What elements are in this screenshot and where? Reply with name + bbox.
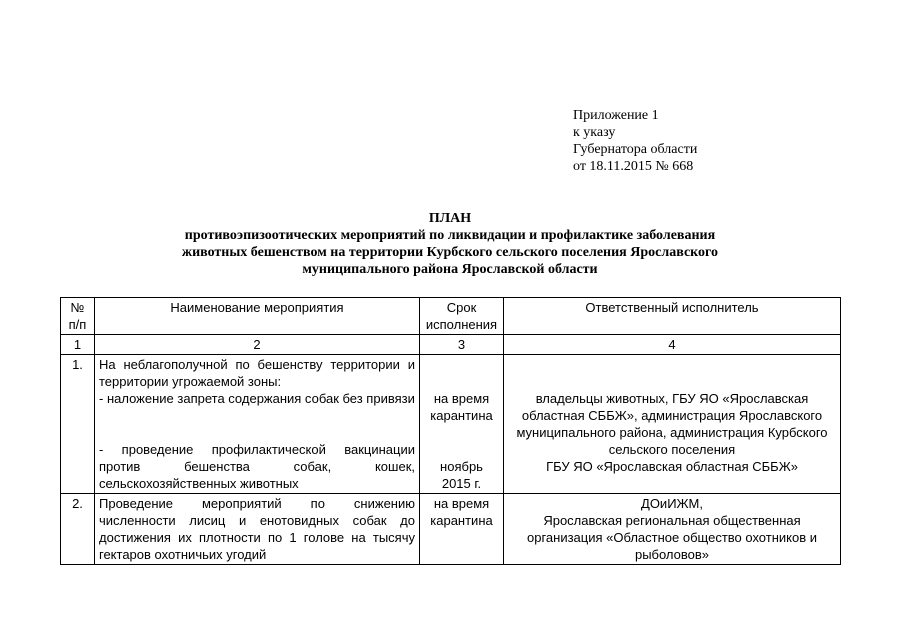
title-line-2: противоэпизоотических мероприятий по ликвидации и профилактике заболевания bbox=[184, 228, 716, 243]
document-title bbox=[60, 210, 840, 278]
row-2-responsible-line-2: Ярославская региональная общественная организация «Областное общество охотников и рыболовов» bbox=[527, 513, 817, 562]
appendix-line-2: к указу bbox=[573, 125, 616, 140]
row-2-responsible bbox=[504, 494, 841, 565]
row-2-responsible-line-1: ДОиИЖМ, bbox=[641, 496, 703, 511]
appendix-block bbox=[573, 107, 697, 175]
header-term-line-1: Срок bbox=[446, 300, 477, 315]
row-1-item-2-term: ноябрь 2015 г. bbox=[440, 459, 483, 491]
row-2-name: Проведение мероприятий по снижению численности лисиц и енотовидных собак до достижения их плотности по 1 голове на тысячу гектаров охотничьих угодий bbox=[95, 494, 420, 565]
row-1-item-2-responsible: ГБУ ЯО «Ярославская областная СББЖ» bbox=[546, 459, 798, 474]
col-number-2: 2 bbox=[95, 335, 420, 355]
title-line-1: ПЛАН bbox=[428, 211, 472, 226]
col-number-1: 1 bbox=[61, 335, 95, 355]
appendix-line-1: Приложение 1 bbox=[573, 108, 659, 123]
column-number-row bbox=[61, 335, 841, 355]
header-term-line-2: исполнения bbox=[425, 317, 498, 332]
row-1-intro: На неблагополучной по бешенству территории и территории угрожаемой зоны: bbox=[99, 357, 415, 389]
table-header-row bbox=[61, 298, 841, 335]
header-responsible: Ответственный исполнитель bbox=[504, 298, 841, 335]
row-1-num: 1. bbox=[61, 355, 95, 494]
row-1-item-1-responsible: владельцы животных, ГБУ ЯО «Ярославская областная СББЖ», администрация Ярославского муниципального района, администрация Курбского сельского поселения bbox=[516, 391, 828, 457]
header-num-line-1: № bbox=[70, 300, 85, 315]
title-line-4: муниципального района Ярославской области bbox=[302, 262, 598, 277]
row-1-term bbox=[420, 355, 504, 494]
row-1-item-1-term: на время карантина bbox=[430, 391, 493, 423]
row-2-num: 2. bbox=[61, 494, 95, 565]
appendix-line-3: Губернатора области bbox=[573, 142, 698, 157]
table-row bbox=[61, 355, 841, 494]
row-1-item-1: - наложение запрета содержания собак без привязи bbox=[99, 391, 415, 406]
row-2-term: на время карантина bbox=[420, 494, 504, 565]
row-1-responsible bbox=[504, 355, 841, 494]
header-term bbox=[420, 298, 504, 335]
header-num bbox=[61, 298, 95, 335]
table-row bbox=[61, 494, 841, 565]
row-1-item-2: - проведение профилактической вакцинации против бешенства собак, кошек, сельскохозяйственных животных bbox=[99, 442, 415, 491]
plan-table bbox=[60, 297, 841, 565]
col-number-4: 4 bbox=[504, 335, 841, 355]
row-1-name bbox=[95, 355, 420, 494]
header-num-line-2: п/п bbox=[68, 317, 87, 332]
col-number-3: 3 bbox=[420, 335, 504, 355]
appendix-line-4: от 18.11.2015 № 668 bbox=[573, 159, 694, 174]
title-line-3: животных бешенством на территории Курбского сельского поселения Ярославского bbox=[181, 245, 719, 260]
header-name: Наименование мероприятия bbox=[95, 298, 420, 335]
